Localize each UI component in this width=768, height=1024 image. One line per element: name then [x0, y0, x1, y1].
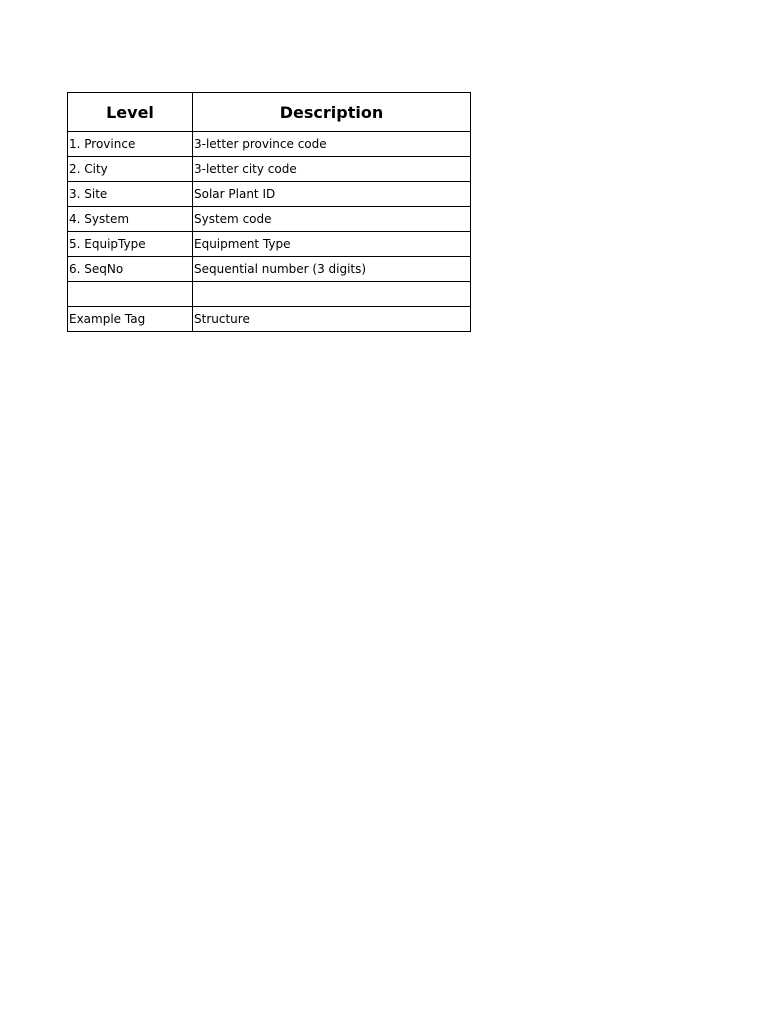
cell-level[interactable]: 5. EquipType — [68, 232, 193, 257]
cell-description[interactable]: 3-letter city code — [193, 157, 471, 182]
header-description[interactable]: Description — [193, 93, 471, 132]
table-row — [68, 307, 471, 332]
cell-level[interactable]: Example Tag — [68, 307, 193, 332]
table-row — [68, 157, 471, 182]
table-row-empty — [68, 282, 471, 307]
cell-description[interactable]: System code — [193, 207, 471, 232]
header-level[interactable]: Level — [68, 93, 193, 132]
table-row — [68, 182, 471, 207]
table-row — [68, 132, 471, 157]
level-description-table — [67, 92, 471, 332]
cell-level[interactable]: 3. Site — [68, 182, 193, 207]
table-row — [68, 232, 471, 257]
cell-level[interactable]: 4. System — [68, 207, 193, 232]
cell-description[interactable]: Solar Plant ID — [193, 182, 471, 207]
cell-level[interactable] — [68, 282, 193, 307]
cell-level[interactable]: 2. City — [68, 157, 193, 182]
cell-level[interactable]: 1. Province — [68, 132, 193, 157]
cell-description[interactable]: 3-letter province code — [193, 132, 471, 157]
cell-level[interactable]: 6. SeqNo — [68, 257, 193, 282]
cell-description[interactable]: Structure — [193, 307, 471, 332]
cell-description[interactable]: Sequential number (3 digits) — [193, 257, 471, 282]
cell-description[interactable] — [193, 282, 471, 307]
table-row — [68, 207, 471, 232]
header-row — [68, 93, 471, 132]
table-row — [68, 257, 471, 282]
cell-description[interactable]: Equipment Type — [193, 232, 471, 257]
